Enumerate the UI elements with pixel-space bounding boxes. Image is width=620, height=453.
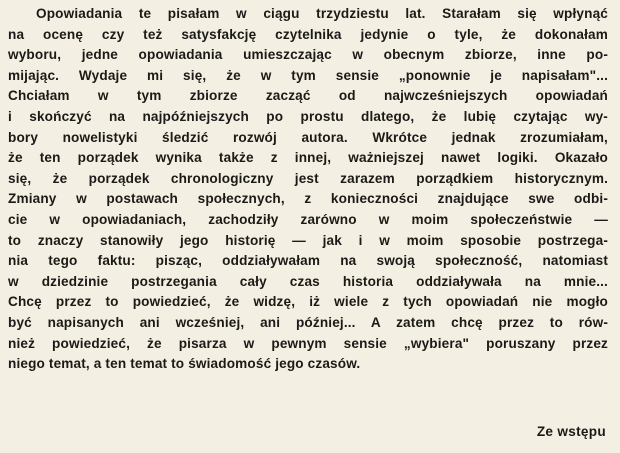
source-attribution: Ze wstępu: [536, 424, 606, 439]
text-line: Chcę przez to powiedzieć, że widzę, iż wiele z tych opowiadań nie mogło: [8, 294, 608, 310]
text-line: że ten porządek wynika także z innej, ważniejszej nawet logiki. Okazało: [8, 150, 608, 166]
text-line: się, że porządek chronologiczny jest zarazem porządkiem historycznym.: [8, 170, 608, 186]
text-line: nież powiedzieć, że pisarza w pewnym sensie „wybiera" poruszany przez: [8, 335, 608, 351]
text-line: Chciałam w tym zbiorze zacząć od najwcześniejszych opowiadań: [8, 88, 608, 104]
text-line: niego temat, a ten temat to świadomość jego czasów.: [8, 356, 361, 372]
text-line: Opowiadania te pisałam w ciągu trzydziestu lat. Starałam się wpłynąć: [36, 6, 608, 21]
text-line: być napisanych ani wcześniej, ani później... A zatem chcę przez to rów-: [8, 314, 608, 330]
text-line: mijając. Wydaje mi się, że w tym sensie „ponownie je napisałam"...: [8, 67, 608, 83]
text-line: Zmiany w postawach społecznych, z konieczności znajdujące swe odbi-: [8, 191, 608, 207]
body-paragraph: [8, 4, 608, 375]
text-line: w dziedzinie postrzegania cały czas historia oddziaływała na mnie...: [8, 273, 608, 289]
text-line: na ocenę czy też satysfakcję czytelnika jedynie o tyle, że dokonałam: [8, 26, 608, 42]
text-line: i skończyć na najpóźniejszych po prostu dlatego, że lubię czytając wy-: [8, 108, 608, 124]
text-line: to znaczy stanowiły jego historię — jak i w moim sposobie postrzega-: [8, 232, 608, 248]
text-line: nia tego faktu: pisząc, oddziaływałam na swoją społeczność, natomiast: [8, 253, 608, 269]
text-line: cie w opowiadaniach, zachodziły zarówno w moim społeczeństwie —: [8, 211, 608, 227]
text-line: wyboru, jedne opowiadania umieszczając w obecnym zbiorze, inne po-: [8, 47, 608, 63]
text-line: bory nowelistyki śledzić rozwój autora. Wkrótce jednak zrozumiałam,: [8, 129, 608, 145]
